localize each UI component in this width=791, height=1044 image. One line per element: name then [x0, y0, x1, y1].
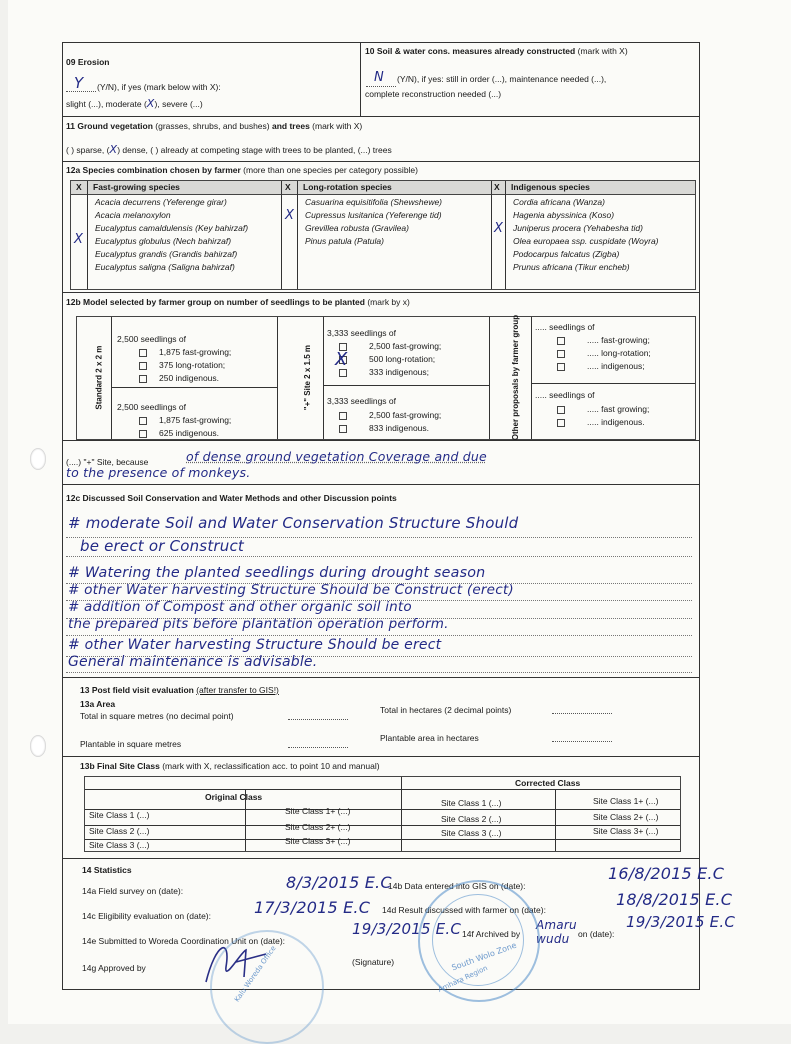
total-m2-label: Total in square metres (no decimal point): [80, 711, 234, 721]
long-head: Long-rotation species: [303, 182, 392, 192]
corrected-class-head: Corrected Class: [515, 778, 581, 788]
s13a-title: 13a Area: [80, 699, 116, 709]
long-species: Casuarina equisitifolia (Shewshewe): [305, 197, 443, 207]
field-survey-label: 14a Field survey on (date):: [82, 886, 184, 896]
fast-species: Acacia decurrens (Yeferenge girar): [95, 197, 227, 207]
other1-line: ..... long-rotation;: [587, 348, 651, 358]
s10-line1: (Y/N), if yes: still in order (...), maintenance needed (...),: [397, 74, 607, 84]
std2-line: 2,500 seedlings of: [117, 402, 186, 412]
other2-line: ..... seedlings of: [535, 390, 595, 400]
indig-species: Cordia africana (Wanza): [513, 197, 605, 207]
signature-label: (Signature): [352, 957, 395, 967]
stamp-text: South Wolo Zone: [450, 940, 518, 973]
indig-species: Hagenia abyssinica (Koso): [513, 210, 615, 220]
s12c-title: 12c Discussed Soil Conservation and Water Methods and other Discussion points: [66, 493, 397, 503]
s12b-note: (mark by x): [367, 297, 410, 307]
archived-by-name: Amaru wudu: [536, 918, 577, 946]
corr-class-cell: Site Class 1+ (...): [593, 796, 659, 806]
indig-head: Indigenous species: [511, 182, 590, 192]
fast-species: Eucalyptus saligna (Saligna bahirzaf): [95, 262, 235, 272]
punch-hole: [30, 448, 46, 470]
long-species: Pinus patula (Patula): [305, 236, 384, 246]
field-survey-date: 8/3/2015 E.C: [286, 873, 392, 892]
fast-species: Acacia melanoxylon: [95, 210, 171, 220]
eligibility-date: 17/3/2015 E.C: [254, 898, 371, 917]
plus2-line: 833 indigenous.: [369, 423, 430, 433]
plus1-line: 3,333 seedlings of: [327, 328, 396, 338]
fast-species: Eucalyptus camaldulensis (Key bahirzaf): [95, 223, 249, 233]
orig-class-cell: Site Class 1 (...): [89, 810, 150, 820]
submitted-label: 14e Submitted to Woreda Coordination Unit on (date):: [82, 936, 286, 946]
discussion-line: # other Water harvesting Structure Should be Construct (erect): [68, 582, 514, 598]
plus1-line: 2,500 fast-growing;: [369, 341, 442, 351]
orig-class-cell: Site Class 1+ (...): [285, 806, 351, 816]
site-class-table: [84, 776, 681, 852]
other2-line: ..... fast growing;: [587, 404, 650, 414]
plus2-line: 3,333 seedlings of: [327, 396, 396, 406]
stamp-text: Amhara Region: [436, 964, 489, 994]
eligibility-label: 14c Eligibility evaluation on (date):: [82, 911, 211, 921]
cupressus-mark: X: [285, 208, 294, 223]
s10-title-note: (mark with X): [577, 46, 628, 56]
eucalyptus-globulus-mark: X: [74, 232, 83, 247]
s13-title: 13 Post field visit evaluation: [80, 685, 194, 695]
plantable-m2-label: Plantable in square metres: [80, 739, 182, 749]
s11-and-trees: and trees: [272, 121, 310, 131]
model-table: [76, 316, 696, 440]
long-species: Cupressus lusitanica (Yeferenge tid): [305, 210, 442, 220]
office-stamp: [210, 930, 324, 1044]
s11-note: (mark with X): [312, 121, 363, 131]
std1-line: 2,500 seedlings of: [117, 334, 186, 344]
orig-class-cell: Site Class 2 (...): [89, 826, 150, 836]
s11-options-rest: ) dense, ( ) already at competing stage with trees to be planted, (...) trees: [117, 145, 392, 155]
indig-species: Juniperus procera (Yehabesha tid): [513, 223, 643, 233]
orig-class-cell: Site Class 3 (...): [89, 840, 150, 850]
archived-on-label: on (date):: [578, 929, 615, 939]
s13b-title: 13b Final Site Class: [80, 761, 160, 771]
stamp-text: Kalu Woreda Office: [232, 944, 278, 1004]
s14-title: 14 Statistics: [82, 865, 132, 875]
corr-class-cell: Site Class 3 (...): [441, 828, 502, 838]
other-proposals-label: Other proposals by farmer group: [511, 314, 521, 441]
submitted-date: 19/3/2015 E.C: [352, 920, 461, 938]
s13-title-note: (after transfer to GIS!): [196, 685, 279, 695]
std1-line: 250 indigenous.: [159, 373, 220, 383]
archived-label: 14f Archived by: [462, 929, 521, 939]
other1-line: ..... fast-growing;: [587, 335, 650, 345]
std2-line: 625 indigenous.: [159, 428, 220, 438]
plus-site-because: (....) "+" Site, because: [66, 457, 149, 467]
indig-species: Podocarpus falcatus (Zigba): [513, 249, 620, 259]
s10-answer: N: [374, 70, 384, 85]
s10-title: 10 Soil & water cons. measures already constructed: [365, 46, 576, 56]
s13b-note: (mark with X, reclassification acc. to point 10 and manual): [162, 761, 380, 771]
plus2-line: 2,500 fast-growing;: [369, 410, 442, 420]
discussion-line: General maintenance is advisable.: [68, 654, 318, 670]
corr-class-cell: Site Class 1 (...): [441, 798, 502, 808]
approved-label: 14g Approved by: [82, 963, 146, 973]
plus1-line: 333 indigenous;: [369, 367, 430, 377]
plus-site-mark: X: [335, 349, 348, 370]
gis-entry-label: 14b Data entered into GIS on (date):: [388, 881, 526, 891]
s11-title-rest: (grasses, shrubs, and bushes): [155, 121, 270, 131]
archived-date: 19/3/2015 E.C: [626, 913, 735, 931]
long-species: Grevillea robusta (Gravilea): [305, 223, 409, 233]
indig-species: Prunus africana (Tikur encheb): [513, 262, 630, 272]
discussion-line: the prepared pits before plantation operation perform.: [68, 616, 449, 632]
discussion-line: # Watering the planted seedlings during drought season: [68, 565, 486, 581]
other1-line: ..... seedlings of: [535, 322, 595, 332]
orig-class-cell: Site Class 2+ (...): [285, 822, 351, 832]
col-x: X: [76, 182, 82, 192]
discussion-line: # addition of Compost and other organic soil into: [68, 599, 412, 615]
s09-line2b: ), severe (...): [154, 99, 203, 109]
other1-line: ..... indigenous;: [587, 361, 645, 371]
fast-head: Fast-growing species: [93, 182, 180, 192]
s10-line2: complete reconstruction needed (...): [365, 89, 502, 99]
indig-species: Olea europaea ssp. cuspidate (Woyra): [513, 236, 659, 246]
std1-line: 375 long-rotation;: [159, 360, 226, 370]
juniperus-mark: X: [494, 221, 503, 236]
discussion-line: be erect or Construct: [80, 537, 245, 555]
fast-species: Eucalyptus grandis (Grandis bahirzaf): [95, 249, 238, 259]
corr-class-cell: Site Class 2+ (...): [593, 812, 659, 822]
punch-hole: [30, 735, 46, 757]
plus-site-label: "+" Site 2 x 1.5 m: [303, 345, 312, 411]
species-table: [70, 180, 696, 290]
discussion-line: # other Water harvesting Structure Should be erect: [68, 637, 442, 653]
col-x: X: [494, 182, 500, 192]
s09-title: 09 Erosion: [66, 57, 110, 67]
plus-site-reason: to the presence of monkeys.: [66, 465, 251, 480]
plantable-ha-label: Plantable area in hectares: [380, 733, 479, 743]
plus-site-reason: of dense ground vegetation Coverage and due: [186, 449, 487, 464]
gis-entry-date: 16/8/2015 E.C: [608, 864, 725, 883]
s09-line2: slight (...), moderate (: [66, 99, 147, 109]
s09-line1: (Y/N), if yes (mark below with X):: [97, 82, 221, 92]
std1-line: 1,875 fast-growing;: [159, 347, 232, 357]
s11-title: 11 Ground vegetation: [66, 121, 153, 131]
col-x: X: [285, 182, 291, 192]
s09-answer: Y: [74, 74, 84, 92]
corr-class-cell: Site Class 3+ (...): [593, 826, 659, 836]
original-class-head: Original Class: [205, 792, 263, 802]
orig-class-cell: Site Class 3+ (...): [285, 836, 351, 846]
s12a-title: 12a Species combination chosen by farmer: [66, 165, 241, 175]
result-discussed-label: 14d Result discussed with farmer on (date):: [382, 905, 546, 915]
s12b-title: 12b Model selected by farmer group on number of seedlings to be planted: [66, 297, 365, 307]
discussion-line: # moderate Soil and Water Conservation Structure Should: [68, 514, 519, 532]
std2-line: 1,875 fast-growing;: [159, 415, 232, 425]
fast-species: Eucalyptus globulus (Nech bahirzaf): [95, 236, 232, 246]
corr-class-cell: Site Class 2 (...): [441, 814, 502, 824]
s11-options: ( ) sparse, (: [66, 145, 110, 155]
moderate-mark: X: [146, 97, 155, 110]
dense-mark: X: [109, 143, 118, 156]
s12a-note: (more than one species per category possible): [243, 165, 418, 175]
other2-line: ..... indigenous.: [587, 417, 645, 427]
result-discussed-date: 18/8/2015 E.C: [616, 890, 733, 909]
standard-label: Standard 2 x 2 m: [94, 345, 104, 410]
total-ha-label: Total in hectares (2 decimal points): [380, 705, 512, 715]
plus1-line: 500 long-rotation;: [369, 354, 436, 364]
